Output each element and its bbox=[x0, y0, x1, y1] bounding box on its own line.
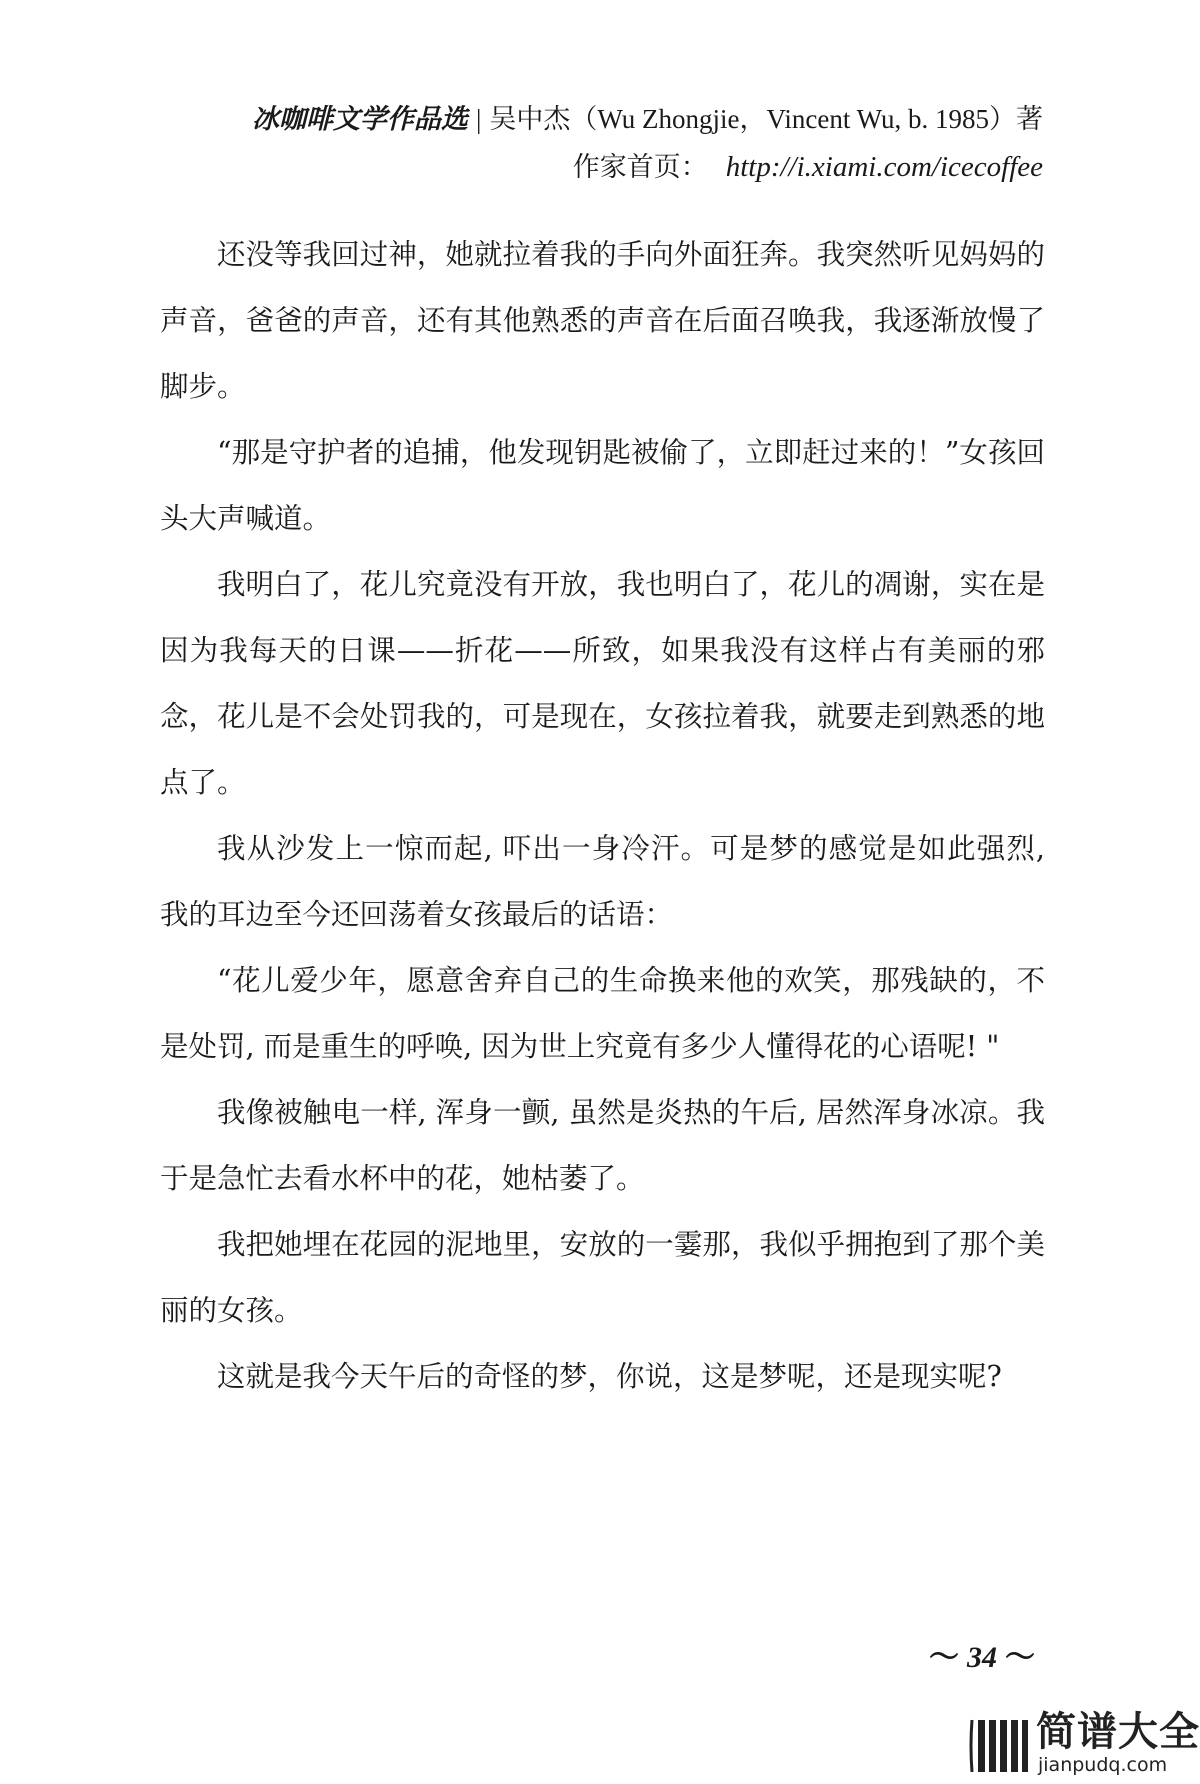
page-number-value: 34 bbox=[967, 1641, 997, 1674]
page-tilde-right: ～ bbox=[1005, 1641, 1035, 1674]
homepage-link[interactable]: http://i.xiami.com/icecoffee bbox=[725, 151, 1043, 183]
paragraph: 还没等我回过神，她就拉着我的手向外面狂奔。我突然听见妈妈的声音，爸爸的声音，还有其他熟悉的声音在后面召唤我，我逐渐放慢了脚步。 bbox=[160, 238, 1045, 403]
header-separator: | bbox=[475, 104, 482, 134]
page-number bbox=[921, 1632, 1043, 1676]
page-header bbox=[252, 98, 1043, 188]
author-homepage bbox=[252, 146, 1043, 188]
paragraph: 我像被触电一样, 浑身一颤, 虽然是炎热的午后, 居然浑身冰凉。我于是急忙去看水杯中的花，她枯萎了。 bbox=[160, 1096, 1045, 1195]
story-body bbox=[160, 222, 1045, 1410]
paragraph: 这就是我今天午后的奇怪的梦，你说，这是梦呢，还是现实呢? bbox=[217, 1360, 1002, 1393]
paragraph: 我从沙发上一惊而起, 吓出一身冷汗。可是梦的感觉是如此强烈, 我的耳边至今还回荡着女孩最后的话语： bbox=[160, 832, 1045, 931]
watermark-title: 简谱大全 bbox=[1036, 1709, 1200, 1755]
page-tilde-left: ～ bbox=[929, 1641, 959, 1674]
watermark-domain: jianpudq.com bbox=[1038, 1754, 1168, 1776]
homepage-label: 作家首页： bbox=[572, 152, 708, 182]
paragraph: “那是守护者的追捕，他发现钥匙被偷了，立即赶过来的！”女孩回头大声喊道。 bbox=[160, 436, 1045, 535]
paragraph: 我明白了，花儿究竟没有开放，我也明白了，花儿的凋谢，实在是因为我每天的日课——折花——所致，如果我没有这样占有美丽的邪念，花儿是不会处罚我的，可是现在，女孩拉着我，就要走到熟悉的地点了。 bbox=[160, 568, 1045, 799]
author-credit: 吴中杰（Wu Zhongjie，Vincent Wu, b. 1985）著 bbox=[489, 104, 1043, 134]
header-byline bbox=[252, 98, 1043, 140]
watermark-logo bbox=[966, 1709, 1200, 1780]
collection-title: 冰咖啡文学作品选 bbox=[251, 104, 468, 134]
paragraph: 我把她埋在花园的泥地里，安放的一霎那，我似乎拥抱到了那个美丽的女孩。 bbox=[160, 1228, 1045, 1327]
paragraph: “花儿爱少年，愿意舍弃自己的生命换来他的欢笑，那残缺的，不是处罚, 而是重生的呼唤, 因为世上究竟有多少人懂得花的心语呢! " bbox=[160, 964, 1045, 1063]
piano-keys-icon bbox=[966, 1716, 1030, 1776]
